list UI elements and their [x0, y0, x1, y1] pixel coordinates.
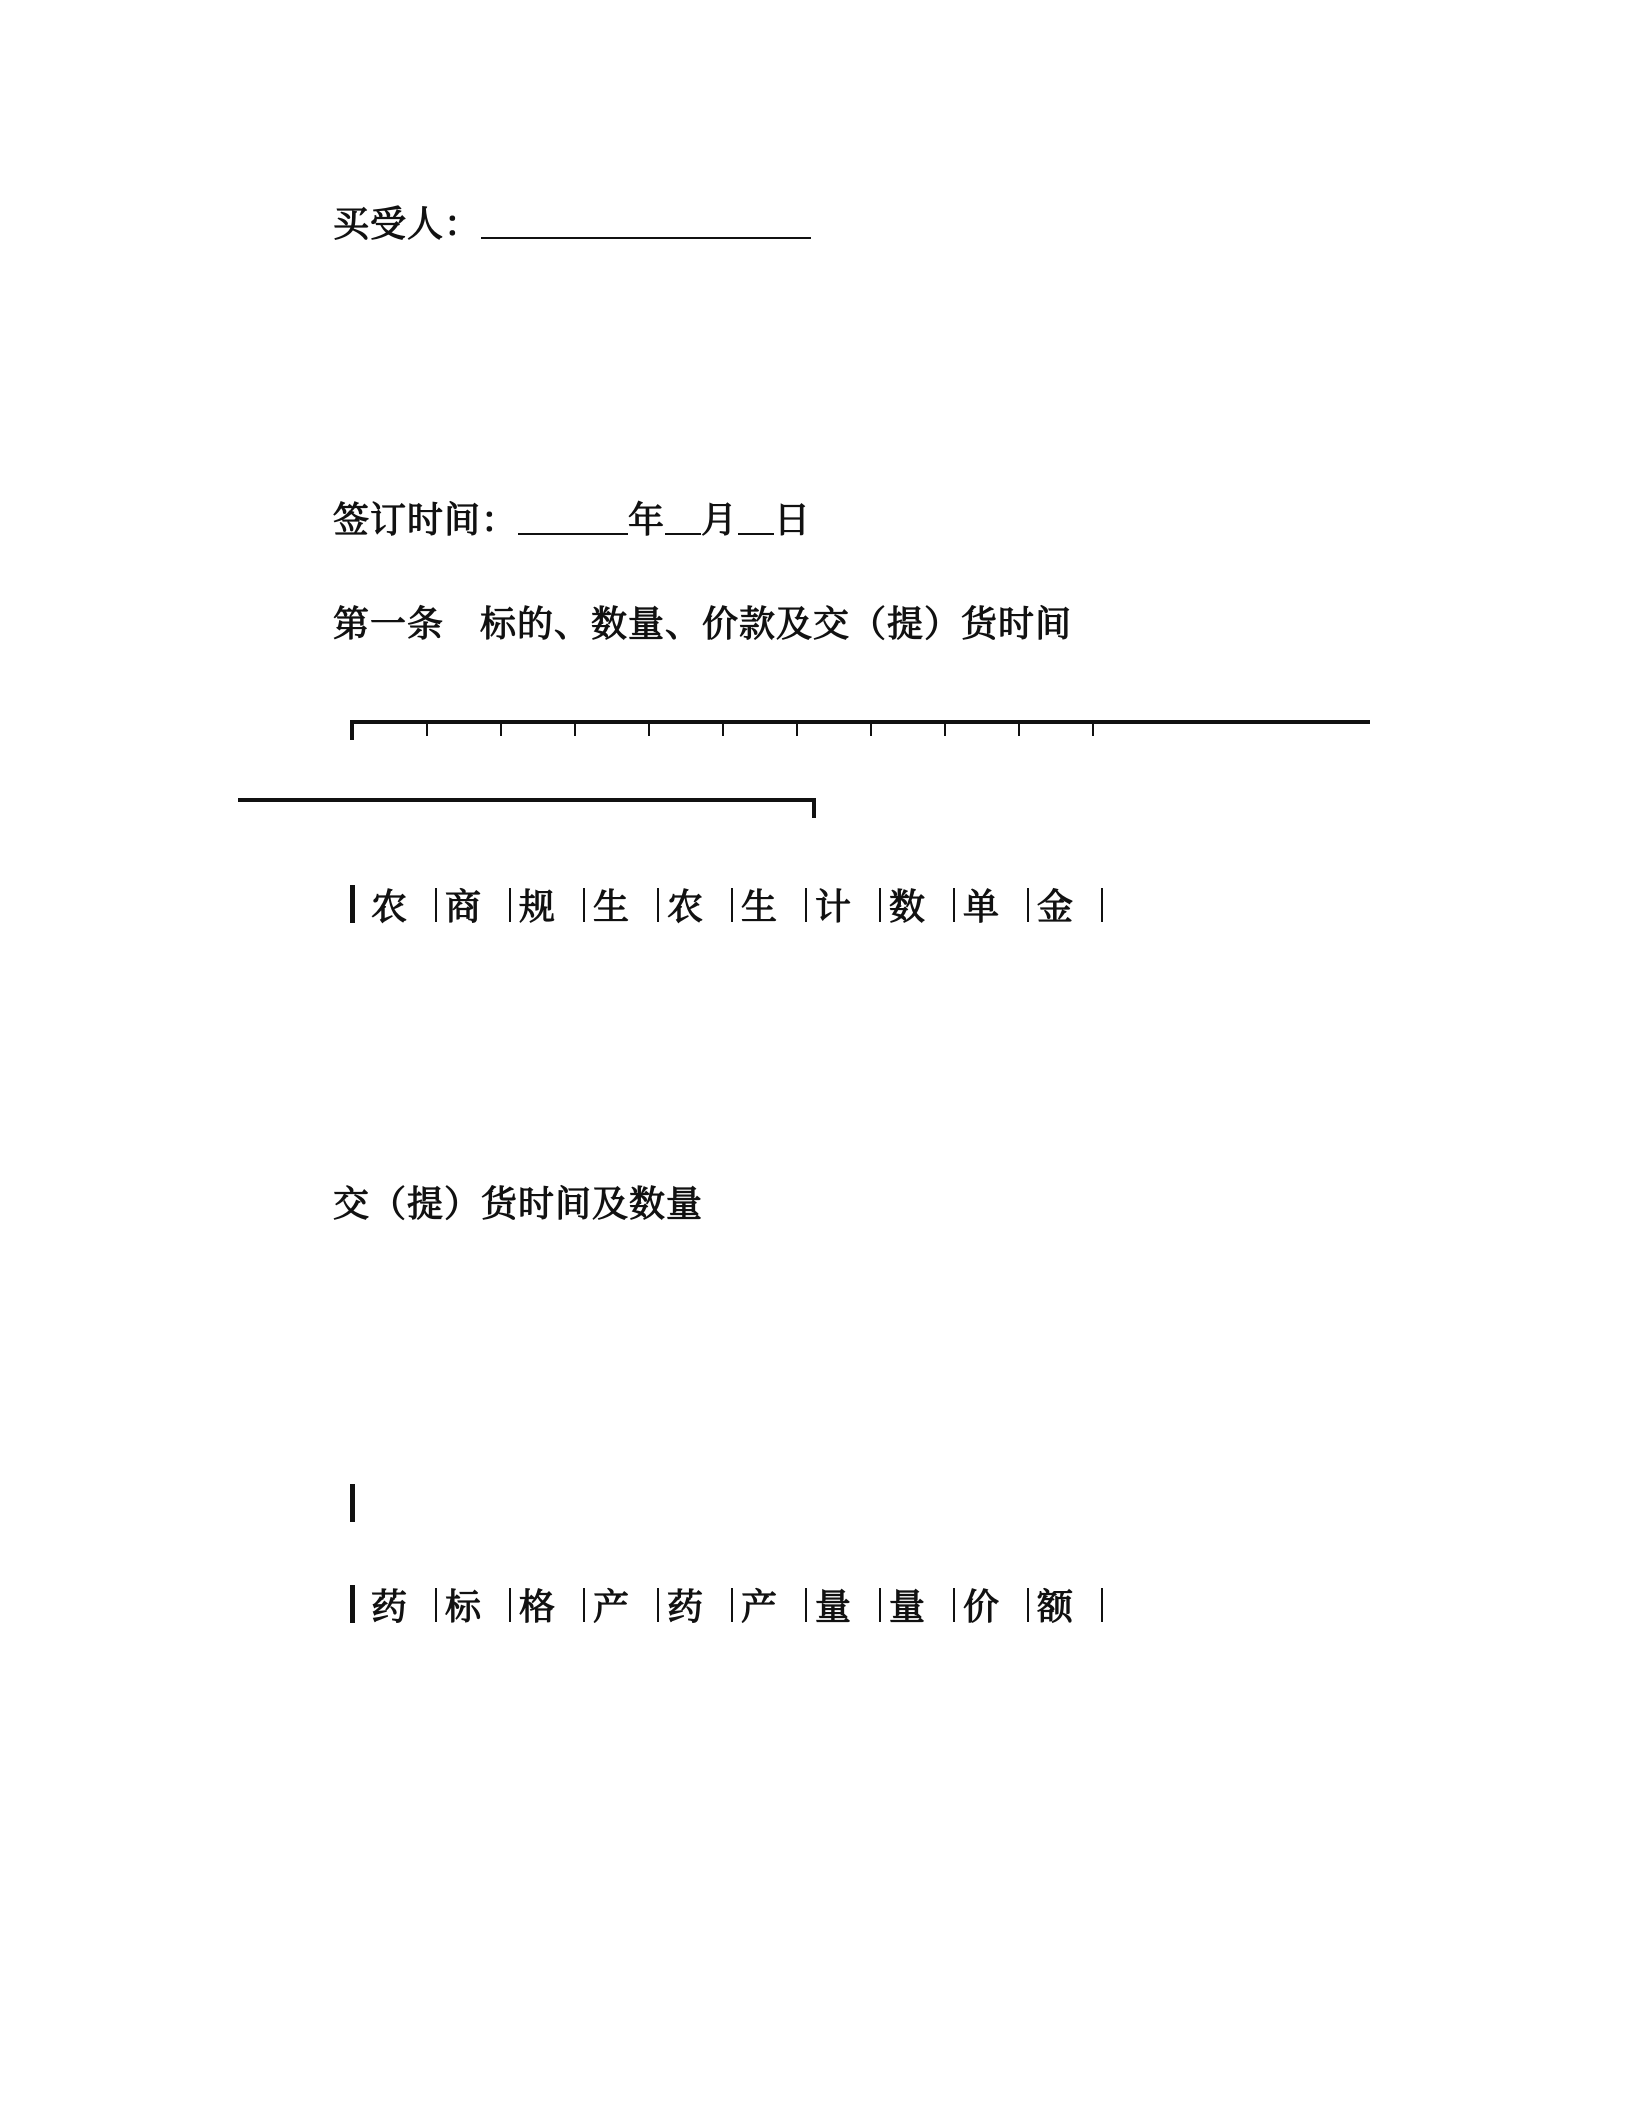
table-header-cell: 产 [585, 1578, 659, 1630]
buyer-label: 买受人： [333, 204, 482, 245]
day-label: 日 [774, 500, 812, 541]
table-header-cell: 金 [1029, 878, 1103, 930]
table-header-cell: 价 [955, 1578, 1029, 1630]
table-header-cell: 产 [733, 1578, 807, 1630]
row-start-bar [350, 885, 355, 923]
table-header-cell: 生 [733, 878, 807, 930]
year-blank[interactable] [518, 497, 628, 535]
table-header-cell: 量 [807, 1578, 881, 1630]
table-header-cell: 农 [659, 878, 733, 930]
year-label: 年 [628, 500, 666, 541]
row-start-bar [350, 1585, 355, 1623]
sign-date-line [333, 492, 811, 543]
table-header-cell: 格 [511, 1578, 585, 1630]
table-header-cell: 额 [1029, 1578, 1103, 1630]
table-side-bar [350, 1484, 355, 1522]
table-header-cell: 药 [363, 1578, 437, 1630]
month-blank[interactable] [665, 497, 701, 535]
delivery-heading-text: 交（提）货时间及数量 [333, 1184, 704, 1225]
article1-title: 标的、数量、价款及交（提）货时间 [480, 604, 1073, 645]
article1-number: 第一条 [333, 604, 445, 645]
sign-date-label: 签订时间： [333, 500, 519, 541]
month-label: 月 [701, 500, 739, 541]
table-header-cell: 商 [437, 878, 511, 930]
table-header-cell: 计 [807, 878, 881, 930]
delivery-heading [333, 1176, 703, 1227]
table-header-cell: 规 [511, 878, 585, 930]
buyer-line [333, 196, 811, 247]
table-header-cell: 农 [363, 878, 437, 930]
table-header-cell: 量 [881, 1578, 955, 1630]
table-header-cell: 生 [585, 878, 659, 930]
table-header-cell: 标 [437, 1578, 511, 1630]
table-header-cell: 数 [881, 878, 955, 930]
table-header-row-1 [350, 878, 1103, 930]
table-header-cell: 药 [659, 1578, 733, 1630]
table-header-cell: 单 [955, 878, 1029, 930]
buyer-blank[interactable] [481, 201, 811, 239]
article1-heading [333, 596, 1072, 647]
table-header-row-2 [350, 1578, 1103, 1630]
day-blank[interactable] [738, 497, 774, 535]
